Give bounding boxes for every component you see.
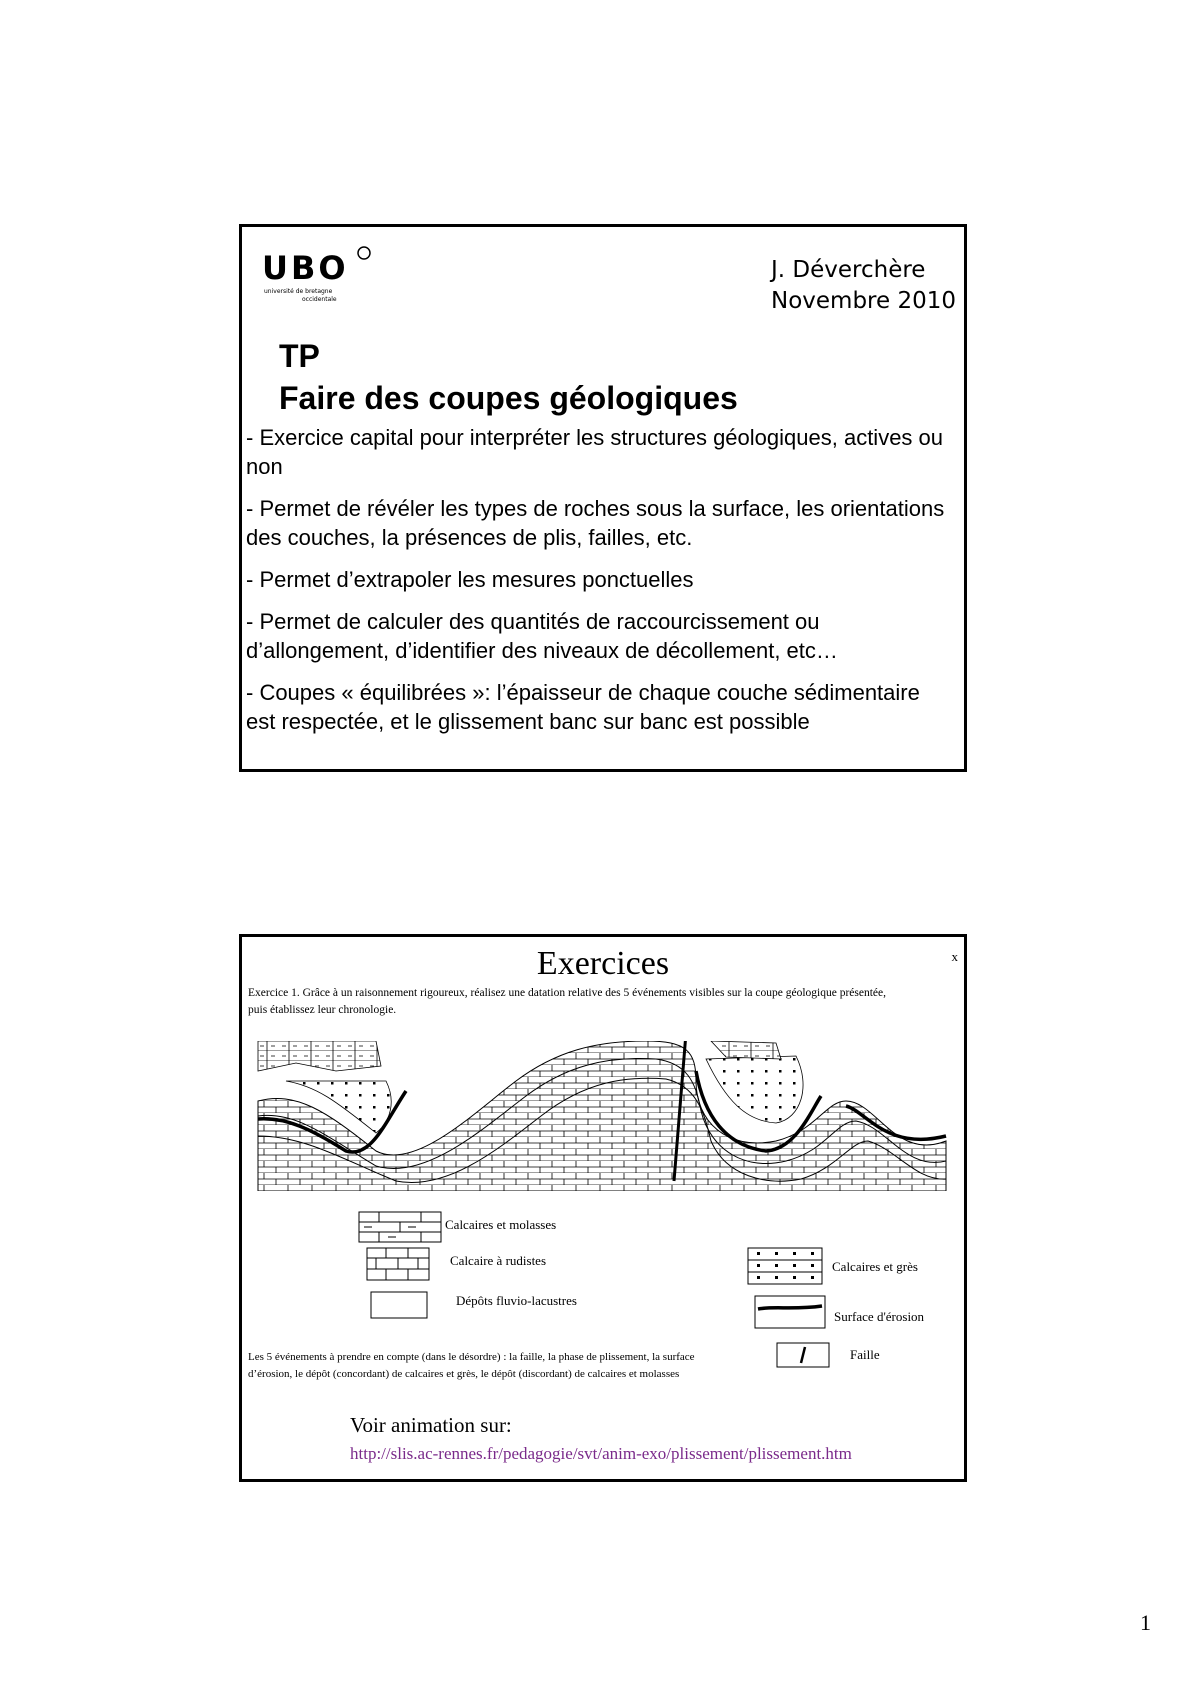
- title-line-1: TP: [279, 338, 320, 374]
- author-date: Novembre 2010: [771, 288, 956, 314]
- legend-label-calcaire-rudistes: Calcaire à rudistes: [450, 1253, 547, 1268]
- bullet-item: - Permet de révéler les types de roches sous la surface, les orientations des couches, la présences de plis, failles, etc.: [246, 496, 945, 550]
- author-block: [771, 255, 956, 317]
- legend-label-faille: Faille: [850, 1347, 880, 1362]
- logo-text: UBO: [262, 249, 349, 287]
- close-mark: x: [951, 949, 958, 964]
- events-description: Les 5 événements à prendre en compte (dans le désordre) : la faille, la phase de plissement, la surface d’érosion, le dépôt (concordant) de calcaires et grès, le dépôt (discordant) de calcaires et molasses: [248, 1351, 695, 1380]
- bullet-item: - Permet d’extrapoler les mesures ponctuelles: [246, 567, 694, 592]
- legend-erosion-swatch: [754, 1295, 826, 1334]
- bullet-item: - Exercice capital pour interpréter les structures géologiques, actives ou non: [246, 425, 944, 479]
- slide-1: [239, 224, 967, 772]
- logo-circle-icon: [358, 247, 370, 259]
- legend-label-calcaires-molasses: Calcaires et molasses: [445, 1217, 557, 1232]
- page-number: 1: [1140, 1610, 1151, 1635]
- animation-label: Voir animation sur:: [350, 1413, 512, 1437]
- legend-depots-swatch: [370, 1291, 428, 1324]
- legend-calcaires-molasses-swatch: [358, 1211, 442, 1248]
- legend-calcaires-gres-swatch: [747, 1247, 823, 1290]
- animation-link[interactable]: http://slis.ac-rennes.fr/pedagogie/svt/anim-exo/plissement/plissement.htm: [350, 1444, 852, 1463]
- logo-subtitle-2: occidentale: [302, 296, 337, 303]
- bullet-item: - Coupes « équilibrées »: l’épaisseur de chaque couche sédimentaire est respectée, et le glissement banc sur banc est possible: [246, 680, 920, 734]
- page-title: [279, 335, 738, 419]
- bullet-list: [246, 423, 946, 749]
- legend-label-surface-erosion: Surface d'érosion: [834, 1309, 925, 1324]
- slide-2: [239, 934, 967, 1482]
- ubo-logo: [262, 241, 382, 311]
- geological-cross-section: [256, 1041, 956, 1191]
- legend-calcaire-rudistes-swatch: [366, 1247, 430, 1286]
- ubo-logo-graphic: [262, 241, 382, 311]
- logo-subtitle-1: université de bretagne: [264, 288, 333, 295]
- bullet-item: - Permet de calculer des quantités de raccourcissement ou d’allongement, d’identifier des niveaux de décollement, etc…: [246, 609, 838, 663]
- exercise-instructions: Exercice 1. Grâce à un raisonnement rigoureux, réalisez une datation relative des 5 événements visibles sur la coupe géologique présentée, puis établissez leur chronologie.: [248, 987, 886, 1016]
- author-name: J. Déverchère: [771, 257, 926, 283]
- exercises-title: Exercices: [536, 945, 670, 982]
- legend-label-depots: Dépôts fluvio-lacustres: [456, 1293, 577, 1308]
- legend-faille-swatch: [776, 1342, 830, 1373]
- title-line-2: Faire des coupes géologiques: [279, 380, 738, 416]
- legend-label-calcaires-gres: Calcaires et grès: [832, 1259, 918, 1274]
